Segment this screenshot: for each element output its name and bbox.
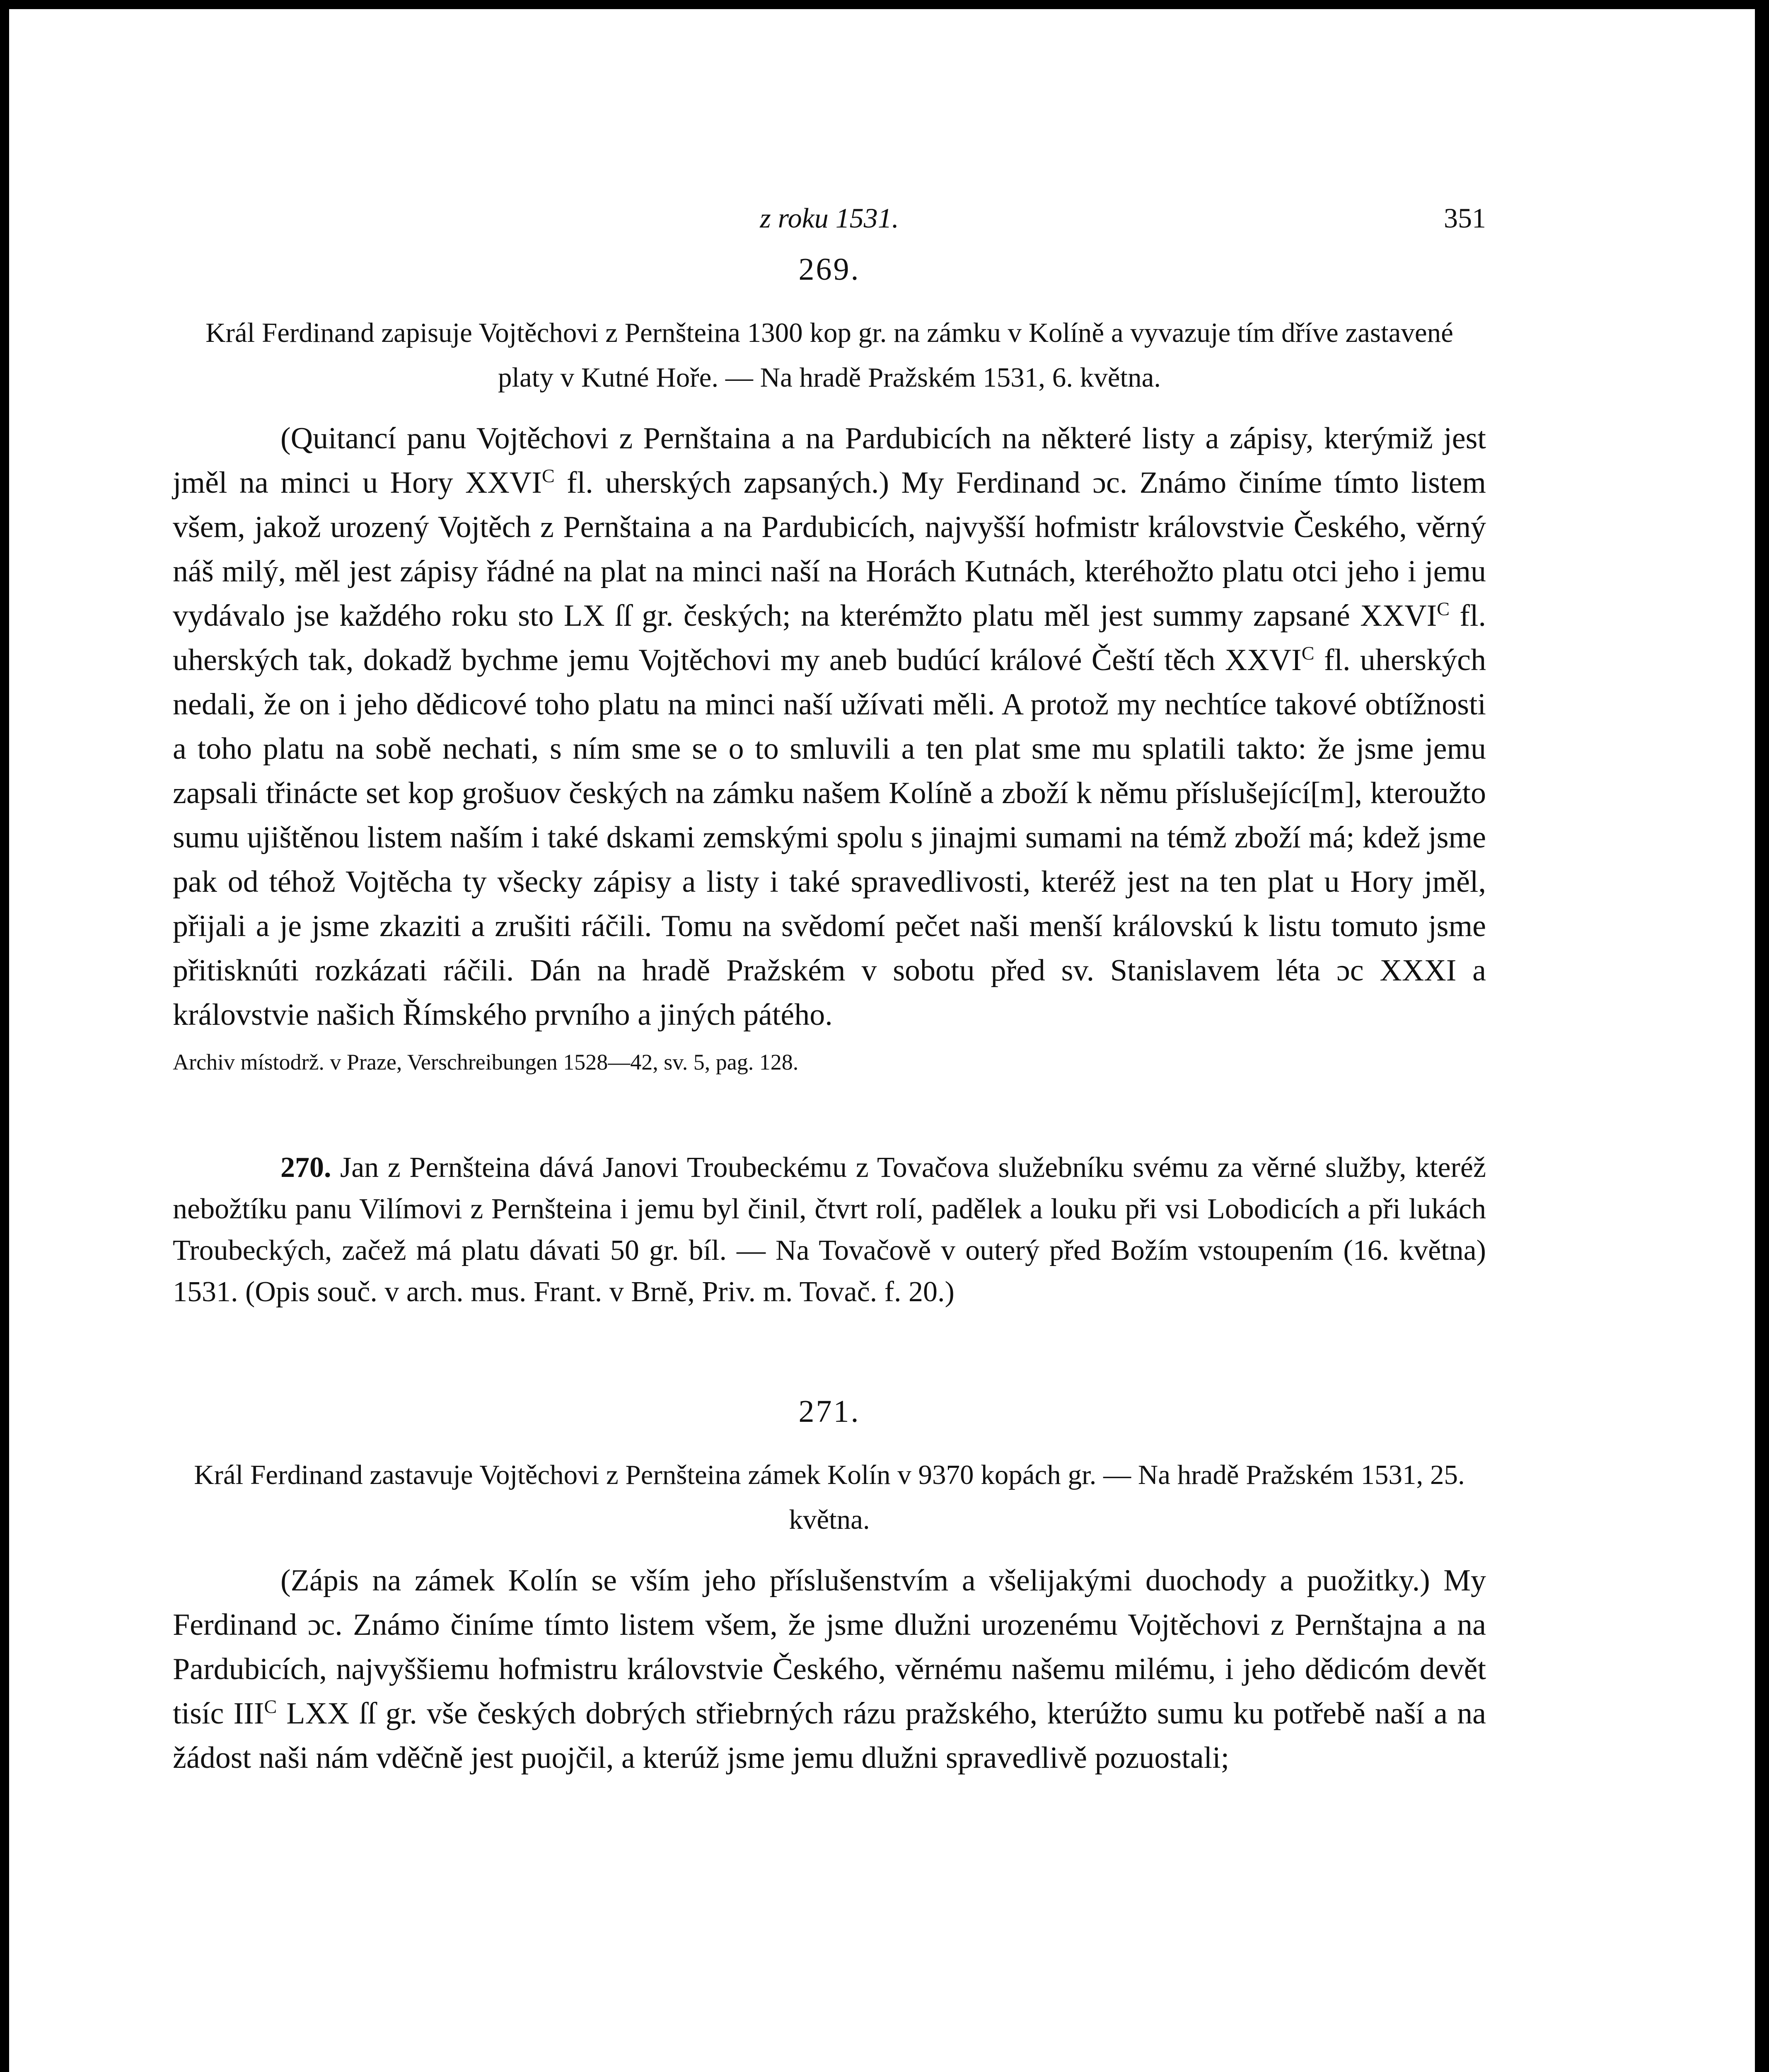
entry-270-text: Jan z Pernšteina dává Janovi Troubeckému z Tovačova služebníku svému za věrné služby, kteréž nebožtíku panu Vilímovi z Pernšteina i jemu byl činil, čtvrt rolí, padělek a louku při vsi Lobodicích a při lukách Troubeckých, začež má platu dávati 50 gr. bíl. — Na Tovačově v outerý před Božím vstoupením (16. května) 1531. (Opis souč. v arch. mus. Frant. v Brně, Priv. m. Tovač. f. 20.) bbox=[173, 1152, 1486, 1308]
page-content bbox=[173, 202, 1486, 1780]
superscript-c: C bbox=[1437, 598, 1450, 620]
running-head-title: z roku 1531. bbox=[760, 202, 899, 234]
entry-269-regest: Král Ferdinand zapisuje Vojtěchovi z Pernšteina 1300 kop gr. na zámku v Kolíně a vyvazuje tím dříve zastavené platy v Kutné Hoře. — Na hradě Pražském 1531, 6. května. bbox=[205, 317, 1453, 393]
entry-number-271: 271. bbox=[798, 1394, 860, 1429]
superscript-c: C bbox=[264, 1696, 277, 1717]
running-head bbox=[173, 202, 1486, 252]
section-divider bbox=[173, 1313, 1486, 1394]
entry-number-270: 270. bbox=[280, 1152, 331, 1184]
entry-271-text bbox=[173, 1559, 1486, 1780]
superscript-c: C bbox=[541, 465, 555, 487]
page-number: 351 bbox=[1444, 202, 1486, 234]
entry-271-text-part2: LXX ſſ gr. vše českých dobrých střiebrných rázu pražského, kterúžto sumu ku potřebě naší a na žádost naši nám vděčně jest puojčil, a kterúž jsme jemu dlužni spravedlivě pozuostali; bbox=[173, 1697, 1486, 1775]
entry-270 bbox=[173, 1147, 1486, 1313]
entry-269-text-part2: fl. uherských zapsaných.) My Ferdinand ɔc. Známo činíme tímto listem všem, jakož urozený Vojtěch z Pernštaina a na Pardubicích, najvyšší hofmistr královstvie Českého, věrný náš milý, měl jest zápisy řádné na plat na minci naší na Horách Kutnách, kteréhožto platu otci jeho i jemu vydávalo jse každého roku sto LX ſſ gr. českých; na kterémžto platu měl jest summy zapsané XXVI bbox=[173, 466, 1486, 633]
entry-number-269: 269. bbox=[798, 252, 860, 287]
entry-269-text-part4: fl. uherských nedali, že on i jeho dědicové toho platu na minci naší užívati měli. A protož my nechtíce takové obtížnosti a toho platu na sobě nechati, s ním sme se o to smluvili a ten plat sme mu splatili takto: že jsme jemu zapsali třinácte set kop grošuov českých na zámku našem Kolíně a zboží k němu příslušející[m], kteroužto sumu ujištěnou listem naším i také dskami zemskými spolu s jinajmi sumami na témž zboží má; kdež jsme pak od téhož Vojtěcha ty všecky zápisy a listy i také spravedlivosti, kteréž jest na ten plat u Hory jměl, přijali a je jsme zkaziti a zrušiti ráčili. Tomu na svědomí pečet naši menší královskú k listu tomuto jsme přitisknúti rozkázati ráčili. Dán na hradě Pražském v sobotu před sv. Stanislavem léta ɔc XXXI a královstvie našich Římského prvního a jiných pátého. bbox=[173, 643, 1486, 1032]
entry-269-text bbox=[173, 416, 1486, 1037]
entry-269-source: Archiv místodrž. v Praze, Verschreibungen 1528—42, sv. 5, pag. 128. bbox=[173, 1050, 799, 1075]
scanned-page bbox=[9, 9, 1755, 2072]
entry-269-text-part1: (Quitancí panu Vojtěchovi z Pernštaina a na Pardubicích na některé listy a zápisy, kterýmiž jest jměl na minci u Hory XXVI bbox=[173, 421, 1486, 500]
superscript-c: C bbox=[1301, 642, 1315, 664]
entry-269-text-part3: fl. uherských tak, dokadž bychme jemu Vojtěchovi my aneb budúcí králové Čeští těch XXVI bbox=[173, 599, 1486, 677]
entry-271-text-part1: (Zápis na zámek Kolín se vším jeho příslušenstvím a všelijakými duochody a puožitky.) My Ferdinand ɔc. Známo činíme tímto listem všem, že jsme dlužni urozenému Vojtěchovi z Pernštajna a na Pardubicích, najvyššiemu hofmistru královstvie Českého, věrnému našemu milému, i jeho dědicóm devět tisíc III bbox=[173, 1564, 1486, 1731]
entry-271-regest: Král Ferdinand zastavuje Vojtěchovi z Pernšteina zámek Kolín v 9370 kopách gr. — Na hradě Pražském 1531, 25. května. bbox=[194, 1460, 1465, 1535]
